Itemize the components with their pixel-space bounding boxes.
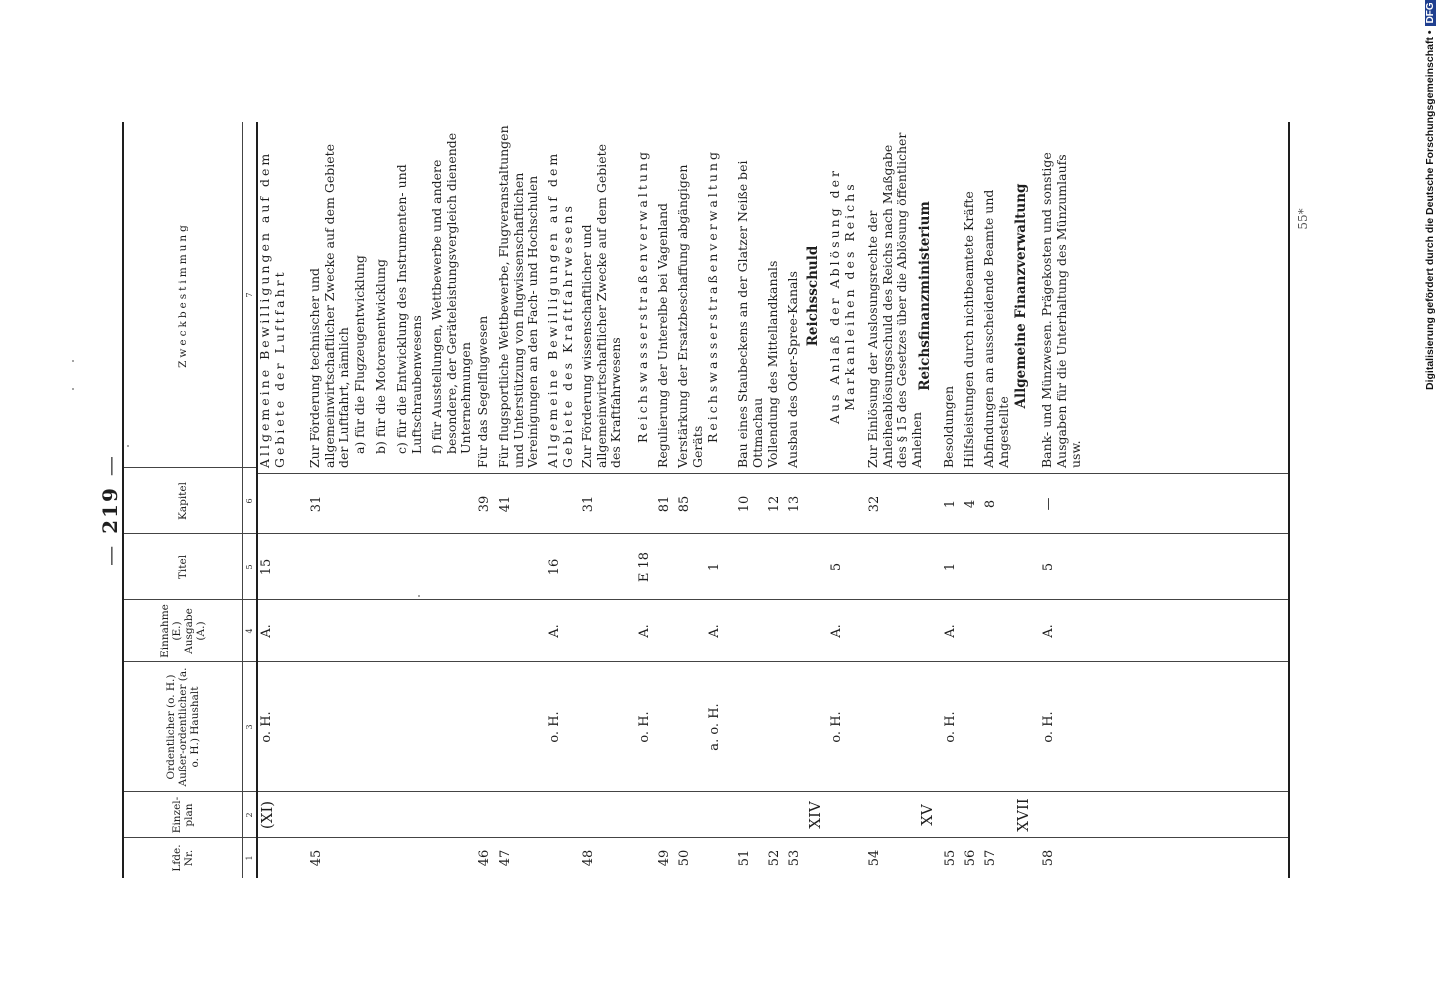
credit-text: Digitalisierung gefördert durch die Deutsche Forschungsgemeinschaft • <box>1424 30 1436 390</box>
cell-zweckbestimmung: Zur Förderung technischer und allgemeinwirtschaftlicher Zwecke auf dem Gebiete der Luftfahrt, nämlich <box>307 143 351 468</box>
cell-lfde-nr: 51 <box>737 849 752 867</box>
cell-kapitel: 41 <box>498 495 513 513</box>
cell-zweckbestimmung: Allgemeine Bewilligungen auf dem Gebiete des Kraftfahrwesens <box>545 150 575 468</box>
cell-kapitel: 8 <box>983 499 998 509</box>
scan-speck <box>72 360 74 362</box>
table-header <box>124 122 258 878</box>
table-body <box>258 122 1288 878</box>
table-row <box>766 122 786 878</box>
cell-lfde-nr: 49 <box>657 849 672 867</box>
cell-kapitel: 13 <box>787 495 802 513</box>
cell-kapitel: 10 <box>737 495 752 513</box>
scan-speck <box>72 388 74 390</box>
cell-titel: 15 <box>259 558 274 576</box>
table-row <box>942 122 962 878</box>
table-row <box>257 122 287 878</box>
cell-lfde-nr: 46 <box>477 849 492 867</box>
table-row <box>706 122 726 878</box>
cell-zweckbestimmung: Besoldungen <box>941 385 956 468</box>
header-kapitel: Kapitel <box>177 482 189 520</box>
cell-zweckbestimmung: Bau eines Staubeckens an der Glatzer Neiße bei Ottmachau <box>735 160 765 468</box>
cell-zweckbestimmung: Reichsschuld <box>805 245 821 347</box>
column-number: 1 <box>245 855 254 861</box>
column-number: 2 <box>245 812 254 818</box>
cell-lfde-nr: 57 <box>983 849 998 867</box>
cell-zweckbestimmung: b) für die Motorenentwicklung <box>373 259 388 454</box>
digitization-credit <box>1422 2 1438 390</box>
table-row <box>307 122 351 878</box>
column-number: 5 <box>245 564 254 570</box>
table-row <box>806 122 826 878</box>
table-row <box>786 122 806 878</box>
page-number-dash-left: — <box>98 543 122 566</box>
cell-lfde-nr: 47 <box>498 849 513 867</box>
table-row <box>545 122 575 878</box>
cell-zweckbestimmung: Ausbau des Oder-Spree-Kanals <box>785 271 800 468</box>
cell-einnahme-ausgabe: A. <box>943 624 958 638</box>
header-titel: Titel <box>177 554 189 580</box>
page-number <box>98 440 122 580</box>
cell-kapitel: 4 <box>963 499 978 509</box>
cell-zweckbestimmung: Für das Segelflugwesen <box>475 315 490 468</box>
cell-lfde-nr: 52 <box>767 849 782 867</box>
cell-zweckbestimmung: a) für die Flugzeugentwicklung <box>352 255 367 454</box>
dfg-logo: DFG <box>1425 0 1436 26</box>
table-row <box>579 122 623 878</box>
header-haushalt: Ordentlicher (o. H.) Außer-ordentlicher (a. o. H.) Haushalt <box>165 667 201 787</box>
table-row <box>353 122 373 878</box>
cell-zweckbestimmung: Vollendung des Mittellandkanals <box>765 260 780 468</box>
cell-zweckbestimmung: Zur Förderung wissenschaftlicher und allgemeinwirtschaftlicher Zwecke auf dem Gebiete des Kraftfahrwesens <box>579 143 623 468</box>
cell-lfde-nr: 54 <box>867 849 882 867</box>
table-row <box>374 122 394 878</box>
cell-einzelplan: XV <box>918 804 936 826</box>
cell-einzelplan: XVII <box>1014 798 1032 832</box>
cell-einnahme-ausgabe: A. <box>547 624 562 638</box>
cell-zweckbestimmung: Reichswasserstraßenverwaltung <box>635 149 650 444</box>
cell-haushalt: a. o. H. <box>707 703 722 751</box>
column-number: 3 <box>245 724 254 730</box>
cell-zweckbestimmung: c) für die Entwicklung des Instrumenten- und Luftschraubenwesens <box>394 164 424 454</box>
cell-kapitel: 31 <box>581 495 596 513</box>
cell-kapitel: 39 <box>477 495 492 513</box>
cell-zweckbestimmung: Allgemeine Finanzverwaltung <box>1013 183 1029 409</box>
page-number-value: 219 <box>98 486 122 534</box>
cell-kapitel: 85 <box>677 495 692 513</box>
cell-lfde-nr: 50 <box>677 849 692 867</box>
cell-haushalt: o. H. <box>829 711 844 743</box>
cell-kapitel: 32 <box>867 495 882 513</box>
cell-haushalt: o. H. <box>547 711 562 743</box>
column-number-row <box>242 122 258 878</box>
cell-titel: 1 <box>707 562 722 572</box>
cell-lfde-nr: 58 <box>1041 849 1056 867</box>
cell-titel: 5 <box>829 562 844 572</box>
cell-zweckbestimmung: f) für Ausstellungen, Wettbewerbe und andere besondere, der Geräteleistungsvergleich dienende Unternehmungen <box>429 132 473 454</box>
cell-kapitel: 1 <box>943 499 958 509</box>
cell-zweckbestimmung: Regulierung der Unterelbe bei Vagenland <box>655 202 670 468</box>
cell-titel: E 18 <box>637 551 652 583</box>
cell-zweckbestimmung: Aus Anlaß der Ablösung der Markanleihen des Reichs <box>827 167 857 425</box>
cell-kapitel: — <box>1041 497 1056 511</box>
table-row <box>827 122 857 878</box>
cell-einnahme-ausgabe: A. <box>637 624 652 638</box>
cell-einzelplan: (XI) <box>258 800 276 830</box>
table-row <box>496 122 540 878</box>
page-number-dash-right: — <box>98 454 122 477</box>
cell-zweckbestimmung: Bank- und Münzwesen. Prägekosten und sonstige Ausgaben für die Unterhaltung des Münzumlaufs usw. <box>1039 152 1083 468</box>
cell-kapitel: 31 <box>309 495 324 513</box>
cell-haushalt: o. H. <box>259 711 274 743</box>
table-row <box>1039 122 1083 878</box>
cell-kapitel: 81 <box>657 495 672 513</box>
cell-zweckbestimmung: Allgemeine Bewilligungen auf dem Gebiete der Luftfahrt <box>257 150 287 468</box>
header-lfde-nr: Lfde. Nr. <box>171 844 195 872</box>
cell-kapitel: 12 <box>767 495 782 513</box>
cell-einnahme-ausgabe: A. <box>707 624 722 638</box>
table-row <box>656 122 676 878</box>
table-row <box>1014 122 1034 878</box>
cell-titel: 5 <box>1041 562 1056 572</box>
column-number: 6 <box>245 498 254 504</box>
table-row <box>962 122 982 878</box>
cell-titel: 1 <box>943 562 958 572</box>
table-row <box>918 122 938 878</box>
cell-einnahme-ausgabe: A. <box>259 624 274 638</box>
table-row <box>981 122 1011 878</box>
column-number: 7 <box>245 292 254 298</box>
header-einnahme-ausgabe: Einnahme (E.) Ausgabe (A.) <box>159 604 207 658</box>
footnote-mark: 55* <box>1296 208 1310 230</box>
cell-lfde-nr: 45 <box>309 849 324 867</box>
cell-lfde-nr: 53 <box>787 849 802 867</box>
column-number: 4 <box>245 628 254 634</box>
table-row <box>394 122 424 878</box>
cell-zweckbestimmung: Zur Einlösung der Auslosungsrechte der Anleiheablösungsschuld des Reichs nach Maßgabe des § 15 des Gesetzes über die Ablösung öffentlicher Anleihen <box>865 132 924 468</box>
cell-lfde-nr: 56 <box>963 849 978 867</box>
table-row <box>476 122 496 878</box>
cell-einnahme-ausgabe: A. <box>829 624 844 638</box>
header-einzelplan: Einzel-plan <box>171 796 195 834</box>
budget-table <box>122 122 1290 878</box>
cell-lfde-nr: 48 <box>581 849 596 867</box>
cell-haushalt: o. H. <box>637 711 652 743</box>
table-row <box>429 122 473 878</box>
cell-zweckbestimmung: Abfindungen an ausscheidende Beamte und Angestellte <box>981 189 1011 468</box>
table-row <box>735 122 765 878</box>
cell-zweckbestimmung: Hilfsleistungen durch nichtbeamtete Kräfte <box>961 191 976 468</box>
cell-einnahme-ausgabe: A. <box>1041 624 1056 638</box>
table-row <box>865 122 924 878</box>
cell-haushalt: o. H. <box>943 711 958 743</box>
header-zweckbestimmung: Zweckbestimmung <box>177 222 189 368</box>
cell-titel: 16 <box>547 558 562 576</box>
cell-zweckbestimmung: Verstärkung der Ersatzbeschaffung abgängigen Geräts <box>675 164 705 468</box>
table-row <box>636 122 656 878</box>
cell-zweckbestimmung: Für flugsportliche Wettbewerbe, Flugveranstaltungen und Unterstützung von flugwissenschaftlichen Vereinigungen an den Fach- und Hochschulen <box>496 125 540 468</box>
cell-einzelplan: XIV <box>806 801 824 829</box>
table-row <box>675 122 705 878</box>
cell-haushalt: o. H. <box>1041 711 1056 743</box>
cell-lfde-nr: 55 <box>943 849 958 867</box>
cell-zweckbestimmung: Reichswasserstraßenverwaltung <box>705 149 720 444</box>
cell-zweckbestimmung: Reichsfinanzministerium <box>917 201 933 391</box>
